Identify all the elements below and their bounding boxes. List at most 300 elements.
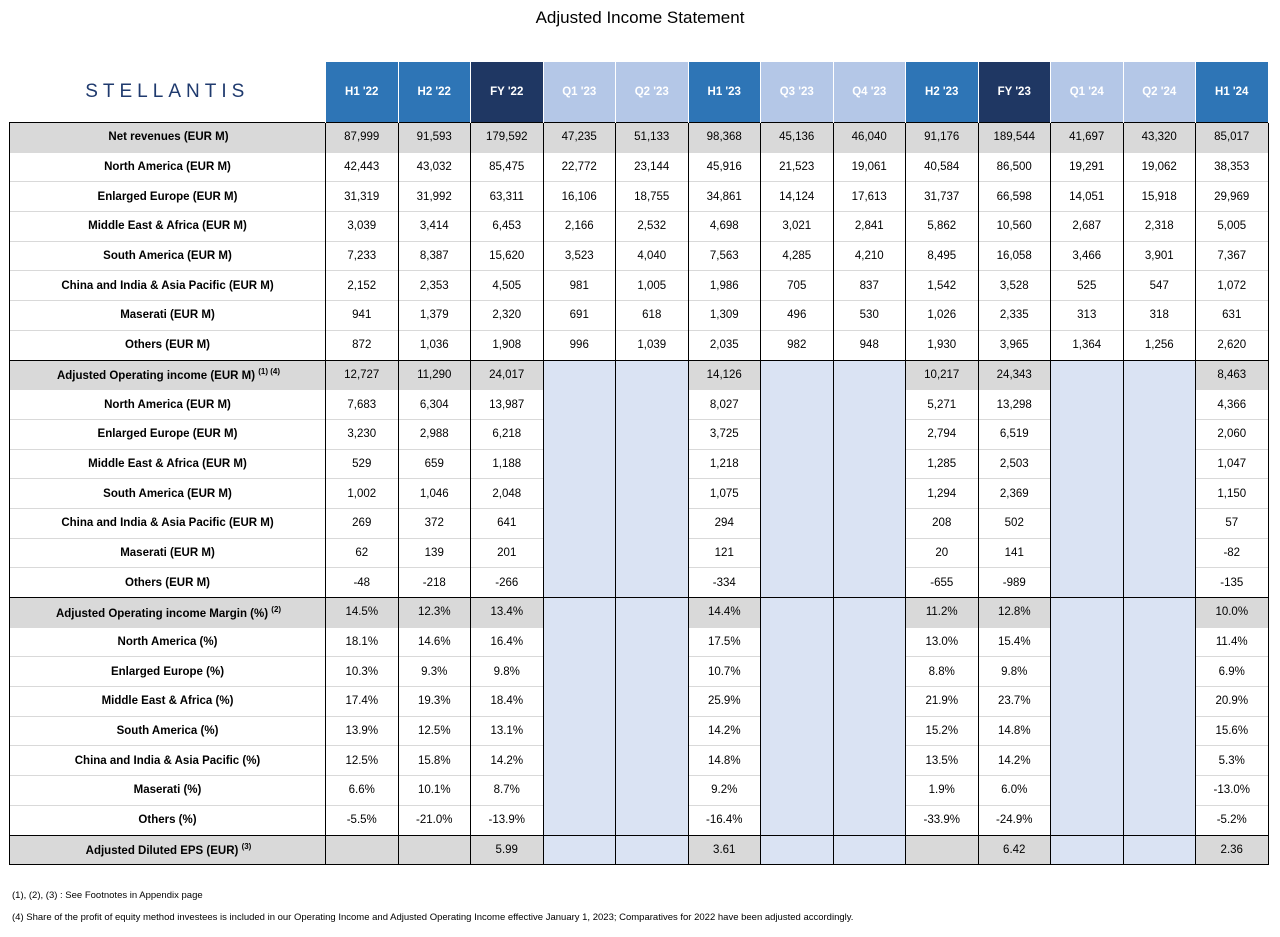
value-cell: 1,002 [326,479,399,509]
empty-cell [543,746,616,776]
value-cell: -334 [688,568,761,598]
value-cell: -33.9% [906,805,979,835]
value-cell: 22,772 [543,152,616,182]
column-header: H1 '24 [1196,62,1269,123]
empty-cell [543,835,616,865]
value-cell: 16.4% [471,627,544,657]
value-cell: 1,256 [1123,330,1196,360]
value-cell: 8,495 [906,241,979,271]
row-label-text: South America (EUR M) [103,250,232,263]
empty-cell [1123,449,1196,479]
value-cell: 13.1% [471,716,544,746]
value-cell: 496 [761,301,834,331]
table-row [10,152,1269,182]
empty-cell [543,627,616,657]
value-cell: 20.9% [1196,687,1269,717]
value-cell: 2,152 [326,271,399,301]
value-cell: 29,969 [1196,182,1269,212]
value-cell: 14.8% [688,746,761,776]
table-row [10,449,1269,479]
row-label [10,716,326,746]
value-cell: 31,319 [326,182,399,212]
value-cell: 269 [326,508,399,538]
empty-cell [616,716,689,746]
empty-cell [1123,687,1196,717]
row-label [10,330,326,360]
value-cell: 641 [471,508,544,538]
empty-cell [761,449,834,479]
column-header: Q4 '23 [833,62,906,123]
value-cell: 1,188 [471,449,544,479]
value-cell: 87,999 [326,123,399,153]
value-cell: 16,106 [543,182,616,212]
row-label [10,152,326,182]
value-cell: 3,021 [761,212,834,242]
value-cell: 6,519 [978,419,1051,449]
column-header: FY '22 [471,62,544,123]
value-cell: 41,697 [1051,123,1124,153]
logo [10,62,326,123]
row-label [10,301,326,331]
value-cell: 15,918 [1123,182,1196,212]
footnote-ref: (2) [271,604,282,614]
value-cell: 23.7% [978,687,1051,717]
empty-cell [616,508,689,538]
empty-cell [1051,449,1124,479]
value-cell: -655 [906,568,979,598]
empty-cell [543,479,616,509]
value-cell: 2,620 [1196,330,1269,360]
row-label [10,657,326,687]
empty-cell [833,835,906,865]
value-cell: 13.0% [906,627,979,657]
value-cell: 14,126 [688,360,761,390]
value-cell: 5.99 [471,835,544,865]
empty-cell [833,657,906,687]
value-cell: 189,544 [978,123,1051,153]
value-cell: 1,150 [1196,479,1269,509]
value-cell: 3,466 [1051,241,1124,271]
column-header: H2 '23 [906,62,979,123]
row-label [10,182,326,212]
value-cell: 24,343 [978,360,1051,390]
value-cell: 529 [326,449,399,479]
empty-cell [543,390,616,420]
value-cell: 46,040 [833,123,906,153]
value-cell: 996 [543,330,616,360]
value-cell: 31,992 [398,182,471,212]
table-row [10,627,1269,657]
value-cell: 1,047 [1196,449,1269,479]
page-title: Adjusted Income Statement [535,8,745,27]
row-label-text: China and India & Asia Pacific (EUR M) [61,279,274,292]
footnote-2: (4) Share of the profit of equity method investees is included in our Operating Income and Adjusted Operating Income effective January 1, 2023; Comparatives for 2022 have been adjusted accordingly. [12,912,854,923]
value-cell: 12.5% [326,746,399,776]
value-cell: 13.9% [326,716,399,746]
empty-cell [616,598,689,628]
empty-cell [1123,479,1196,509]
value-cell: 23,144 [616,152,689,182]
row-label-text: China and India & Asia Pacific (%) [74,754,261,767]
empty-cell [1123,598,1196,628]
empty-cell [1123,835,1196,865]
value-cell: 91,593 [398,123,471,153]
value-cell: 34,861 [688,182,761,212]
stellantis-logo: STELLANTIS [85,81,250,102]
value-cell: 2,794 [906,419,979,449]
value-cell: 872 [326,330,399,360]
value-cell: 4,285 [761,241,834,271]
empty-cell [543,419,616,449]
empty-cell [543,360,616,390]
value-cell: 525 [1051,271,1124,301]
value-cell: 7,683 [326,390,399,420]
value-cell: 631 [1196,301,1269,331]
empty-cell [543,657,616,687]
value-cell: 85,017 [1196,123,1269,153]
value-cell: 2,503 [978,449,1051,479]
value-cell: 1,986 [688,271,761,301]
table-row [10,687,1269,717]
value-cell: 14.6% [398,627,471,657]
value-cell: 2,048 [471,479,544,509]
value-cell: 11.4% [1196,627,1269,657]
empty-cell [761,657,834,687]
empty-cell [616,805,689,835]
empty-cell [833,598,906,628]
row-label-text: Maserati (EUR M) [120,546,215,559]
value-cell: 85,475 [471,152,544,182]
value-cell: 1,039 [616,330,689,360]
table-row [10,805,1269,835]
value-cell: 66,598 [978,182,1051,212]
row-label [10,271,326,301]
empty-cell [833,687,906,717]
table-row [10,390,1269,420]
value-cell: 14.4% [688,598,761,628]
value-cell: 2,353 [398,271,471,301]
value-cell [906,835,979,865]
column-header: FY '23 [978,62,1051,123]
value-cell: 3,965 [978,330,1051,360]
value-cell: 2,988 [398,419,471,449]
value-cell: -266 [471,568,544,598]
empty-cell [1051,598,1124,628]
row-label-text: Others (EUR M) [125,339,210,352]
table-row [10,271,1269,301]
value-cell: 1,046 [398,479,471,509]
table-row [10,746,1269,776]
value-cell: 31,737 [906,182,979,212]
adjusted-income-table [9,62,1269,865]
empty-cell [616,687,689,717]
value-cell: 2,369 [978,479,1051,509]
value-cell: 98,368 [688,123,761,153]
row-label-text: Maserati (%) [133,784,202,797]
value-cell: 3,039 [326,212,399,242]
value-cell: 318 [1123,301,1196,331]
row-label-text: Middle East & Africa (EUR M) [88,220,247,233]
empty-cell [1051,687,1124,717]
table-row [10,657,1269,687]
value-cell: 1,542 [906,271,979,301]
empty-cell [1051,538,1124,568]
value-cell: 8.7% [471,776,544,806]
empty-cell [1051,479,1124,509]
empty-cell [1051,835,1124,865]
empty-cell [1051,568,1124,598]
row-label-text: North America (%) [117,636,218,649]
value-cell: 1,908 [471,330,544,360]
value-cell: 62 [326,538,399,568]
value-cell: 2,687 [1051,212,1124,242]
value-cell: 659 [398,449,471,479]
value-cell: 15,620 [471,241,544,271]
row-label [10,508,326,538]
value-cell: 10.7% [688,657,761,687]
empty-cell [543,508,616,538]
row-label-text: Others (%) [138,814,197,827]
footnote-ref: (3) [241,842,252,852]
row-label-text: China and India & Asia Pacific (EUR M) [61,517,274,530]
value-cell: 2,335 [978,301,1051,331]
row-label [10,212,326,242]
value-cell: 313 [1051,301,1124,331]
empty-cell [616,568,689,598]
value-cell: 208 [906,508,979,538]
value-cell: -135 [1196,568,1269,598]
row-label-text: Others (EUR M) [125,576,210,589]
column-header: Q3 '23 [761,62,834,123]
empty-cell [833,568,906,598]
empty-cell [543,687,616,717]
value-cell: 6.9% [1196,657,1269,687]
value-cell: 15.6% [1196,716,1269,746]
empty-cell [616,835,689,865]
value-cell: 12.3% [398,598,471,628]
value-cell: 17,613 [833,182,906,212]
value-cell: 7,233 [326,241,399,271]
row-label-text: South America (EUR M) [103,487,232,500]
value-cell: 9.8% [978,657,1051,687]
empty-cell [761,419,834,449]
empty-cell [761,598,834,628]
empty-cell [543,598,616,628]
row-label-text: Adjusted Operating income (EUR M) [56,370,256,383]
value-cell: 1,075 [688,479,761,509]
table-row [10,212,1269,242]
value-cell: -13.9% [471,805,544,835]
row-label [10,835,326,865]
empty-cell [616,360,689,390]
row-label [10,419,326,449]
column-header: Q2 '24 [1123,62,1196,123]
value-cell: 11,290 [398,360,471,390]
value-cell: -989 [978,568,1051,598]
empty-cell [543,538,616,568]
value-cell: -16.4% [688,805,761,835]
table-row [10,538,1269,568]
value-cell: 3,523 [543,241,616,271]
value-cell: 1,309 [688,301,761,331]
row-label [10,805,326,835]
table-row [10,508,1269,538]
value-cell: 6,453 [471,212,544,242]
value-cell: 12,727 [326,360,399,390]
value-cell: 11.2% [906,598,979,628]
table-body [10,123,1269,865]
value-cell: 21,523 [761,152,834,182]
value-cell: 3,230 [326,419,399,449]
value-cell: 4,505 [471,271,544,301]
value-cell: 7,563 [688,241,761,271]
value-cell: 2,841 [833,212,906,242]
value-cell: -218 [398,568,471,598]
empty-cell [1123,508,1196,538]
value-cell: 1,072 [1196,271,1269,301]
table-row [10,419,1269,449]
value-cell: 19,291 [1051,152,1124,182]
value-cell: 19,062 [1123,152,1196,182]
value-cell: 15.8% [398,746,471,776]
empty-cell [833,627,906,657]
row-label [10,776,326,806]
row-label-text: Maserati (EUR M) [120,309,215,322]
row-label-text: North America (EUR M) [104,161,231,174]
row-label [10,568,326,598]
empty-cell [761,538,834,568]
empty-cell [616,627,689,657]
empty-cell [833,776,906,806]
empty-cell [1051,360,1124,390]
value-cell: 1,005 [616,271,689,301]
value-cell: 5.3% [1196,746,1269,776]
value-cell: 618 [616,301,689,331]
empty-cell [616,776,689,806]
empty-cell [1123,390,1196,420]
value-cell: 7,367 [1196,241,1269,271]
value-cell: 9.3% [398,657,471,687]
value-cell: 18,755 [616,182,689,212]
empty-cell [1123,805,1196,835]
empty-cell [761,746,834,776]
row-label [10,598,326,628]
value-cell: 372 [398,508,471,538]
empty-cell [761,479,834,509]
value-cell: 43,320 [1123,123,1196,153]
value-cell: -21.0% [398,805,471,835]
empty-cell [1123,746,1196,776]
row-label-text: Enlarged Europe (EUR M) [97,428,238,441]
value-cell: 2,060 [1196,419,1269,449]
value-cell: 6.42 [978,835,1051,865]
value-cell: -5.5% [326,805,399,835]
value-cell: 20 [906,538,979,568]
value-cell: 1,379 [398,301,471,331]
value-cell: 2,320 [471,301,544,331]
header-row [10,62,1269,123]
value-cell: 8,387 [398,241,471,271]
value-cell: 38,353 [1196,152,1269,182]
value-cell: 294 [688,508,761,538]
value-cell [398,835,471,865]
empty-cell [616,419,689,449]
empty-cell [761,390,834,420]
empty-cell [543,568,616,598]
row-label-text: North America (EUR M) [104,398,231,411]
value-cell: -13.0% [1196,776,1269,806]
empty-cell [616,657,689,687]
value-cell: 9.2% [688,776,761,806]
value-cell: 19,061 [833,152,906,182]
value-cell: 948 [833,330,906,360]
value-cell: 179,592 [471,123,544,153]
value-cell: 1,294 [906,479,979,509]
value-cell: 141 [978,538,1051,568]
empty-cell [1123,568,1196,598]
section-row [10,123,1269,153]
empty-cell [1051,716,1124,746]
empty-cell [833,390,906,420]
value-cell: 14.5% [326,598,399,628]
empty-cell [1051,508,1124,538]
empty-cell [833,805,906,835]
empty-cell [1051,657,1124,687]
value-cell: -24.9% [978,805,1051,835]
empty-cell [543,805,616,835]
value-cell: 13.4% [471,598,544,628]
value-cell: 981 [543,271,616,301]
table-row [10,241,1269,271]
value-cell: -48 [326,568,399,598]
value-cell: 19.3% [398,687,471,717]
empty-cell [1051,627,1124,657]
value-cell [326,835,399,865]
value-cell: 17.4% [326,687,399,717]
value-cell: 1,364 [1051,330,1124,360]
value-cell: 12.8% [978,598,1051,628]
row-label [10,360,326,390]
value-cell: 91,176 [906,123,979,153]
value-cell: 9.8% [471,657,544,687]
value-cell: 1,036 [398,330,471,360]
empty-cell [761,360,834,390]
value-cell: 10,217 [906,360,979,390]
empty-cell [616,449,689,479]
row-label [10,241,326,271]
value-cell: 5,862 [906,212,979,242]
value-cell: 530 [833,301,906,331]
value-cell: -82 [1196,538,1269,568]
empty-cell [761,508,834,538]
section-row [10,360,1269,390]
column-header: Q1 '24 [1051,62,1124,123]
row-label-text: Middle East & Africa (EUR M) [88,457,247,470]
value-cell: 21.9% [906,687,979,717]
value-cell: 10.3% [326,657,399,687]
empty-cell [543,449,616,479]
table-row [10,330,1269,360]
value-cell: 6,304 [398,390,471,420]
value-cell: 1,285 [906,449,979,479]
value-cell: 4,210 [833,241,906,271]
empty-cell [761,805,834,835]
value-cell: 14.2% [978,746,1051,776]
value-cell: 6.6% [326,776,399,806]
value-cell: 121 [688,538,761,568]
value-cell: 2,166 [543,212,616,242]
value-cell: 3,901 [1123,241,1196,271]
